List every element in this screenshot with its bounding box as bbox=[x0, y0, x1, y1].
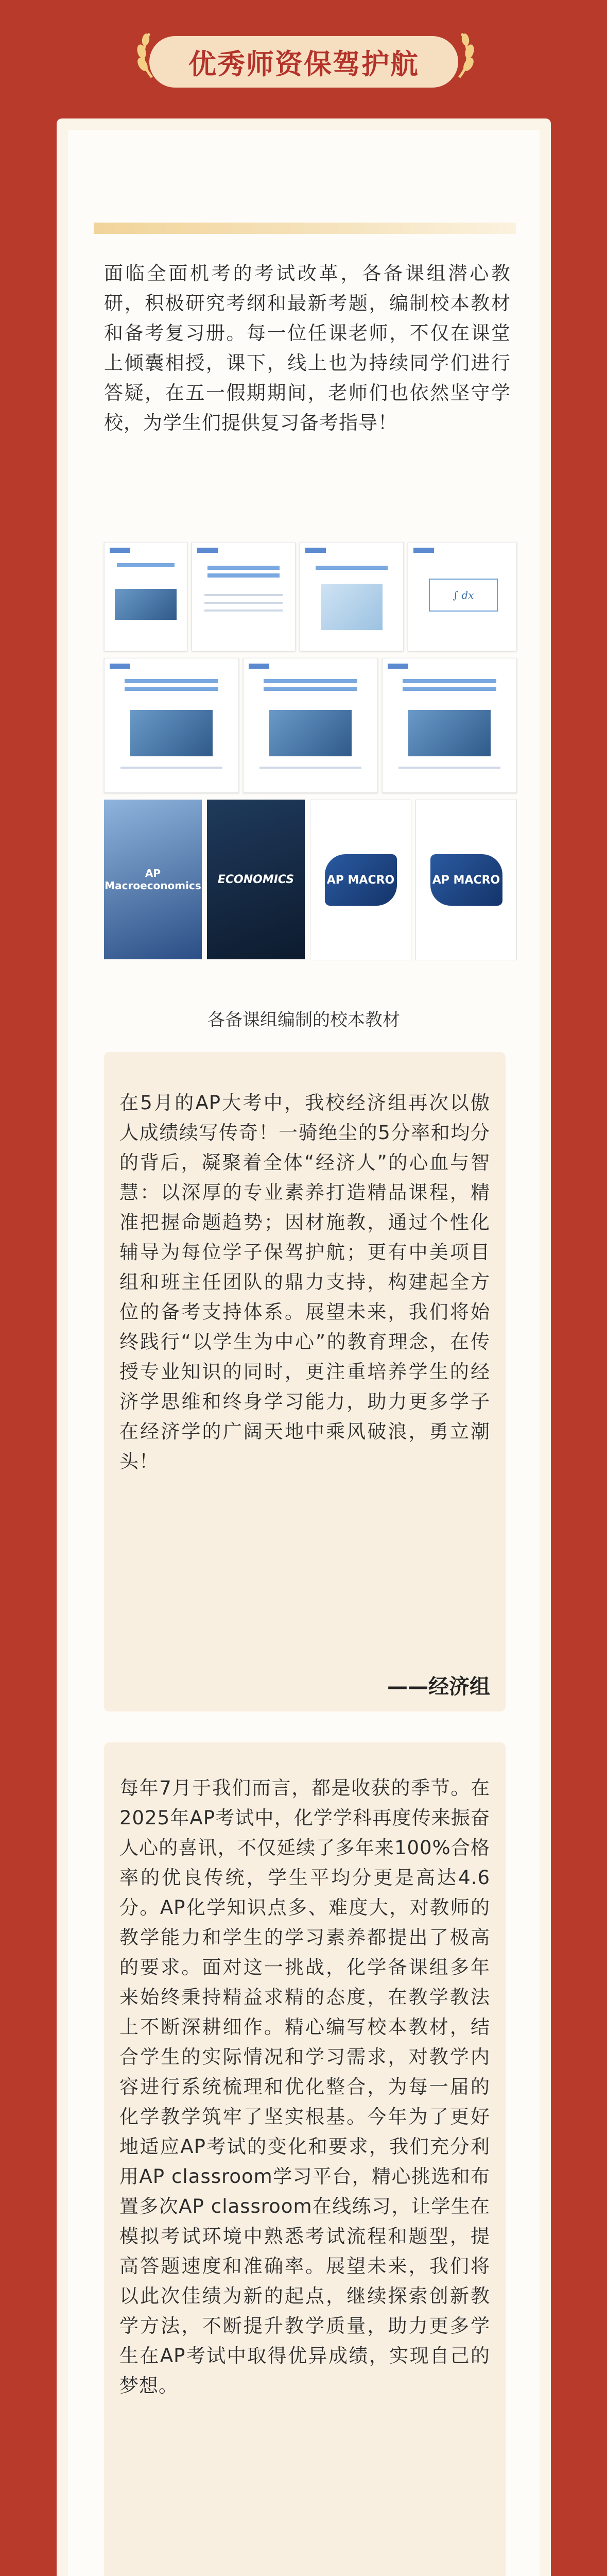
textbook-page-image bbox=[192, 542, 296, 651]
decorative-bar bbox=[94, 223, 516, 234]
textbook-page-image bbox=[382, 658, 517, 793]
textbook-page-image: ∫ dx bbox=[408, 542, 517, 651]
textbook-page-image bbox=[300, 542, 404, 651]
page-title: 优秀师资保驾护航 bbox=[149, 36, 458, 88]
photo-caption: 各备课组编制的校本教材 bbox=[207, 1010, 400, 1030]
textbook-page-image bbox=[104, 542, 187, 651]
textbook-cover-image: AP MACRO bbox=[310, 800, 411, 960]
econ-paragraph: 在5月的AP大考中，我校经济组再次以傲人成绩续写传奇！一骑绝尘的5分率和均分的背后，凝聚着全体“经济人”的心血与智慧：以深厚的专业素养打造精品课程，精准把握命题趋势；因材施教，通过个性化辅导为每位学子保驾护航；更有中美项目组和班主任团队的鼎力支持，构建起全方位的备考支持体系。展望未来，我们将始终践行“以学生为中心”的教育理念，在传授专业知识的同时，更注重培养学生的经济学思维和终身学习能力，助力更多学子在经济学的广阔天地中乘风破浪，勇立潮头！ bbox=[119, 1092, 490, 1472]
textbook-cover-image: ECONOMICS bbox=[207, 800, 305, 959]
textbook-page-image bbox=[104, 658, 239, 793]
textbook-photo-collage bbox=[104, 542, 516, 985]
laurel-icon bbox=[449, 28, 480, 80]
intro-paragraph: 面临全面机考的考试改革，各备课组潜心教研，积极研究考纲和最新考题，编制校本教材和备考复习册。每一位任课老师，不仅在课堂上倾囊相授，课下，线上也为持续同学们进行答疑，在五一假期期间，老师们也依然坚守学校，为学生们提供复习备考指导！ bbox=[104, 262, 511, 434]
content-card-inner bbox=[68, 130, 540, 2576]
econ-signature: ——经济组 bbox=[387, 1675, 490, 1699]
chem-paragraph: 每年7月于我们而言，都是收获的季节。在2025年AP考试中，化学学科再度传来振奋人心的喜讯，不仅延续了多年来100%合格率的优良传统，学生平均分更是高达4.6分。AP化学知识点多、难度大，对教师的教学能力和学生的学习素养都提出了极高的要求。面对这一挑战，化学备课组多年来始终秉持精益求精的态度，在教学教法上不断深耕细作。精心编写校本教材，结合学生的实际情况和学习需求，对教学内容进行系统梳理和优化整合，为每一届的化学教学筑牢了坚实根基。今年为了更好地适应AP考试的变化和要求，我们充分利用AP classroom学习平台，精心挑选和布置多次AP classroom在线练习，让学生在模拟考试环境中熟悉考试流程和题型，提高答题速度和准确率。展望未来，我们将以此次佳绩为新的起点，继续探索创新教学方法，不断提升教学质量，助力更多学生在AP考试中取得优异成绩，实现自己的梦想。 bbox=[119, 1777, 490, 2397]
header-banner-area bbox=[0, 0, 607, 108]
textbook-page-image bbox=[243, 658, 378, 793]
textbook-cover-image: AP Macroeconomics bbox=[104, 800, 202, 959]
textbook-cover-image: AP MACRO bbox=[415, 800, 517, 960]
content-card bbox=[57, 118, 551, 2576]
